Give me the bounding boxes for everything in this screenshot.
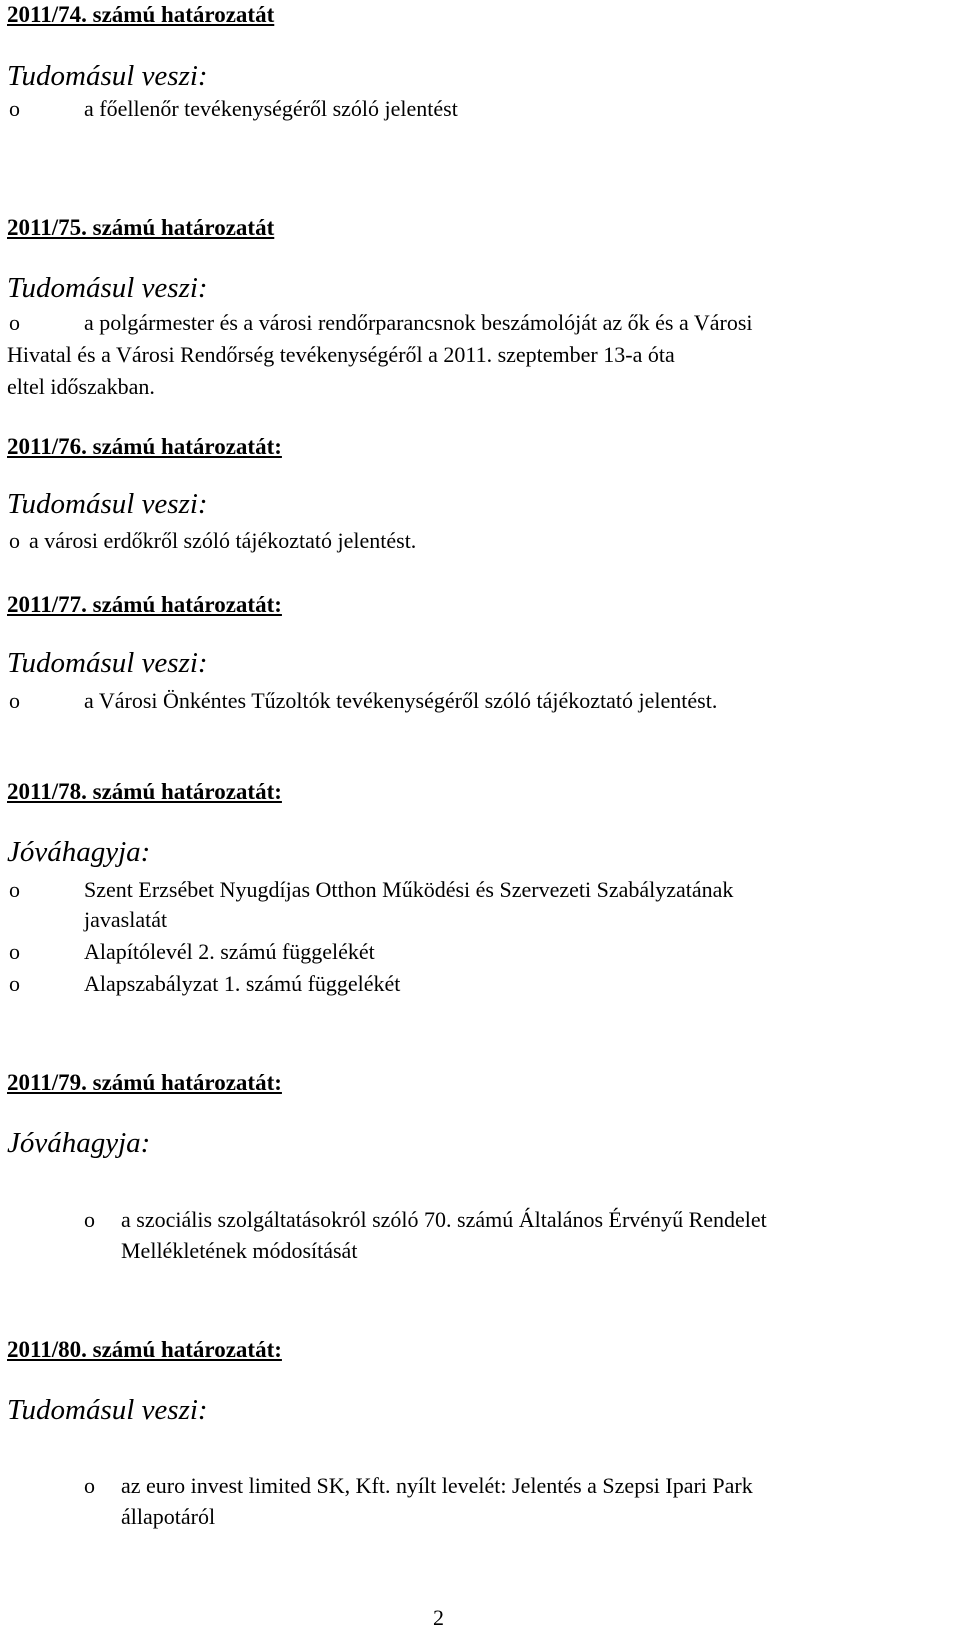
list-item: a főellenőr tevékenységéről szóló jelentést (84, 96, 458, 121)
resolution-header-78: 2011/78. számú határozatát: (7, 779, 282, 804)
page-number: 2 (433, 1605, 444, 1630)
list-bullet: o (9, 96, 20, 121)
resolution-header-77: 2011/77. számú határozatát: (7, 592, 282, 617)
list-item-line: állapotáról (121, 1504, 216, 1529)
resolution-header-79: 2011/79. számú határozatát: (7, 1070, 282, 1095)
action-label-75: Tudomásul veszi: (7, 272, 208, 304)
list-bullet: o (84, 1473, 95, 1498)
action-label-79: Jóváhagyja: (7, 1127, 151, 1159)
action-label-77: Tudomásul veszi: (7, 647, 208, 679)
list-item-line: a szociális szolgáltatásokról szóló 70. számú Általános Érvényű Rendelet (121, 1207, 767, 1232)
list-bullet: o (9, 310, 20, 335)
action-label-76: Tudomásul veszi: (7, 488, 208, 520)
list-item-line: a polgármester és a városi rendőrparancsnok beszámolóját az ők és a Városi (84, 310, 753, 335)
action-label-74: Tudomásul veszi: (7, 60, 208, 92)
action-label-78: Jóváhagyja: (7, 836, 151, 868)
list-item-line: javaslatát (84, 907, 168, 932)
list-bullet: o (9, 688, 20, 713)
list-bullet: o (9, 528, 20, 553)
list-item-line: eltel időszakban. (7, 374, 155, 399)
list-bullet: o (9, 877, 20, 902)
list-item-line: Hivatal és a Városi Rendőrség tevékenységéről a 2011. szeptember 13-a óta (7, 342, 675, 367)
list-item-line: az euro invest limited SK, Kft. nyílt levelét: Jelentés a Szepsi Ipari Park (121, 1473, 753, 1498)
resolution-header-74: 2011/74. számú határozatát (7, 2, 275, 27)
action-label-80: Tudomásul veszi: (7, 1394, 208, 1426)
list-bullet: o (84, 1207, 95, 1232)
list-bullet: o (9, 939, 20, 964)
list-bullet: o (9, 971, 20, 996)
resolution-header-75: 2011/75. számú határozatát (7, 215, 275, 240)
list-item-line: Szent Erzsébet Nyugdíjas Otthon Működési és Szervezeti Szabályzatának (84, 877, 734, 902)
list-item: Alapítólevél 2. számú függelékét (84, 939, 375, 964)
list-item: a városi erdőkről szóló tájékoztató jelentést. (29, 528, 417, 553)
list-item: Alapszabályzat 1. számú függelékét (84, 971, 401, 996)
list-item: a Városi Önkéntes Tűzoltók tevékenységéről szóló tájékoztató jelentést. (84, 688, 718, 713)
list-item-line: Mellékletének módosítását (121, 1238, 358, 1263)
resolution-header-80: 2011/80. számú határozatát: (7, 1337, 282, 1362)
resolution-header-76: 2011/76. számú határozatát: (7, 434, 282, 459)
